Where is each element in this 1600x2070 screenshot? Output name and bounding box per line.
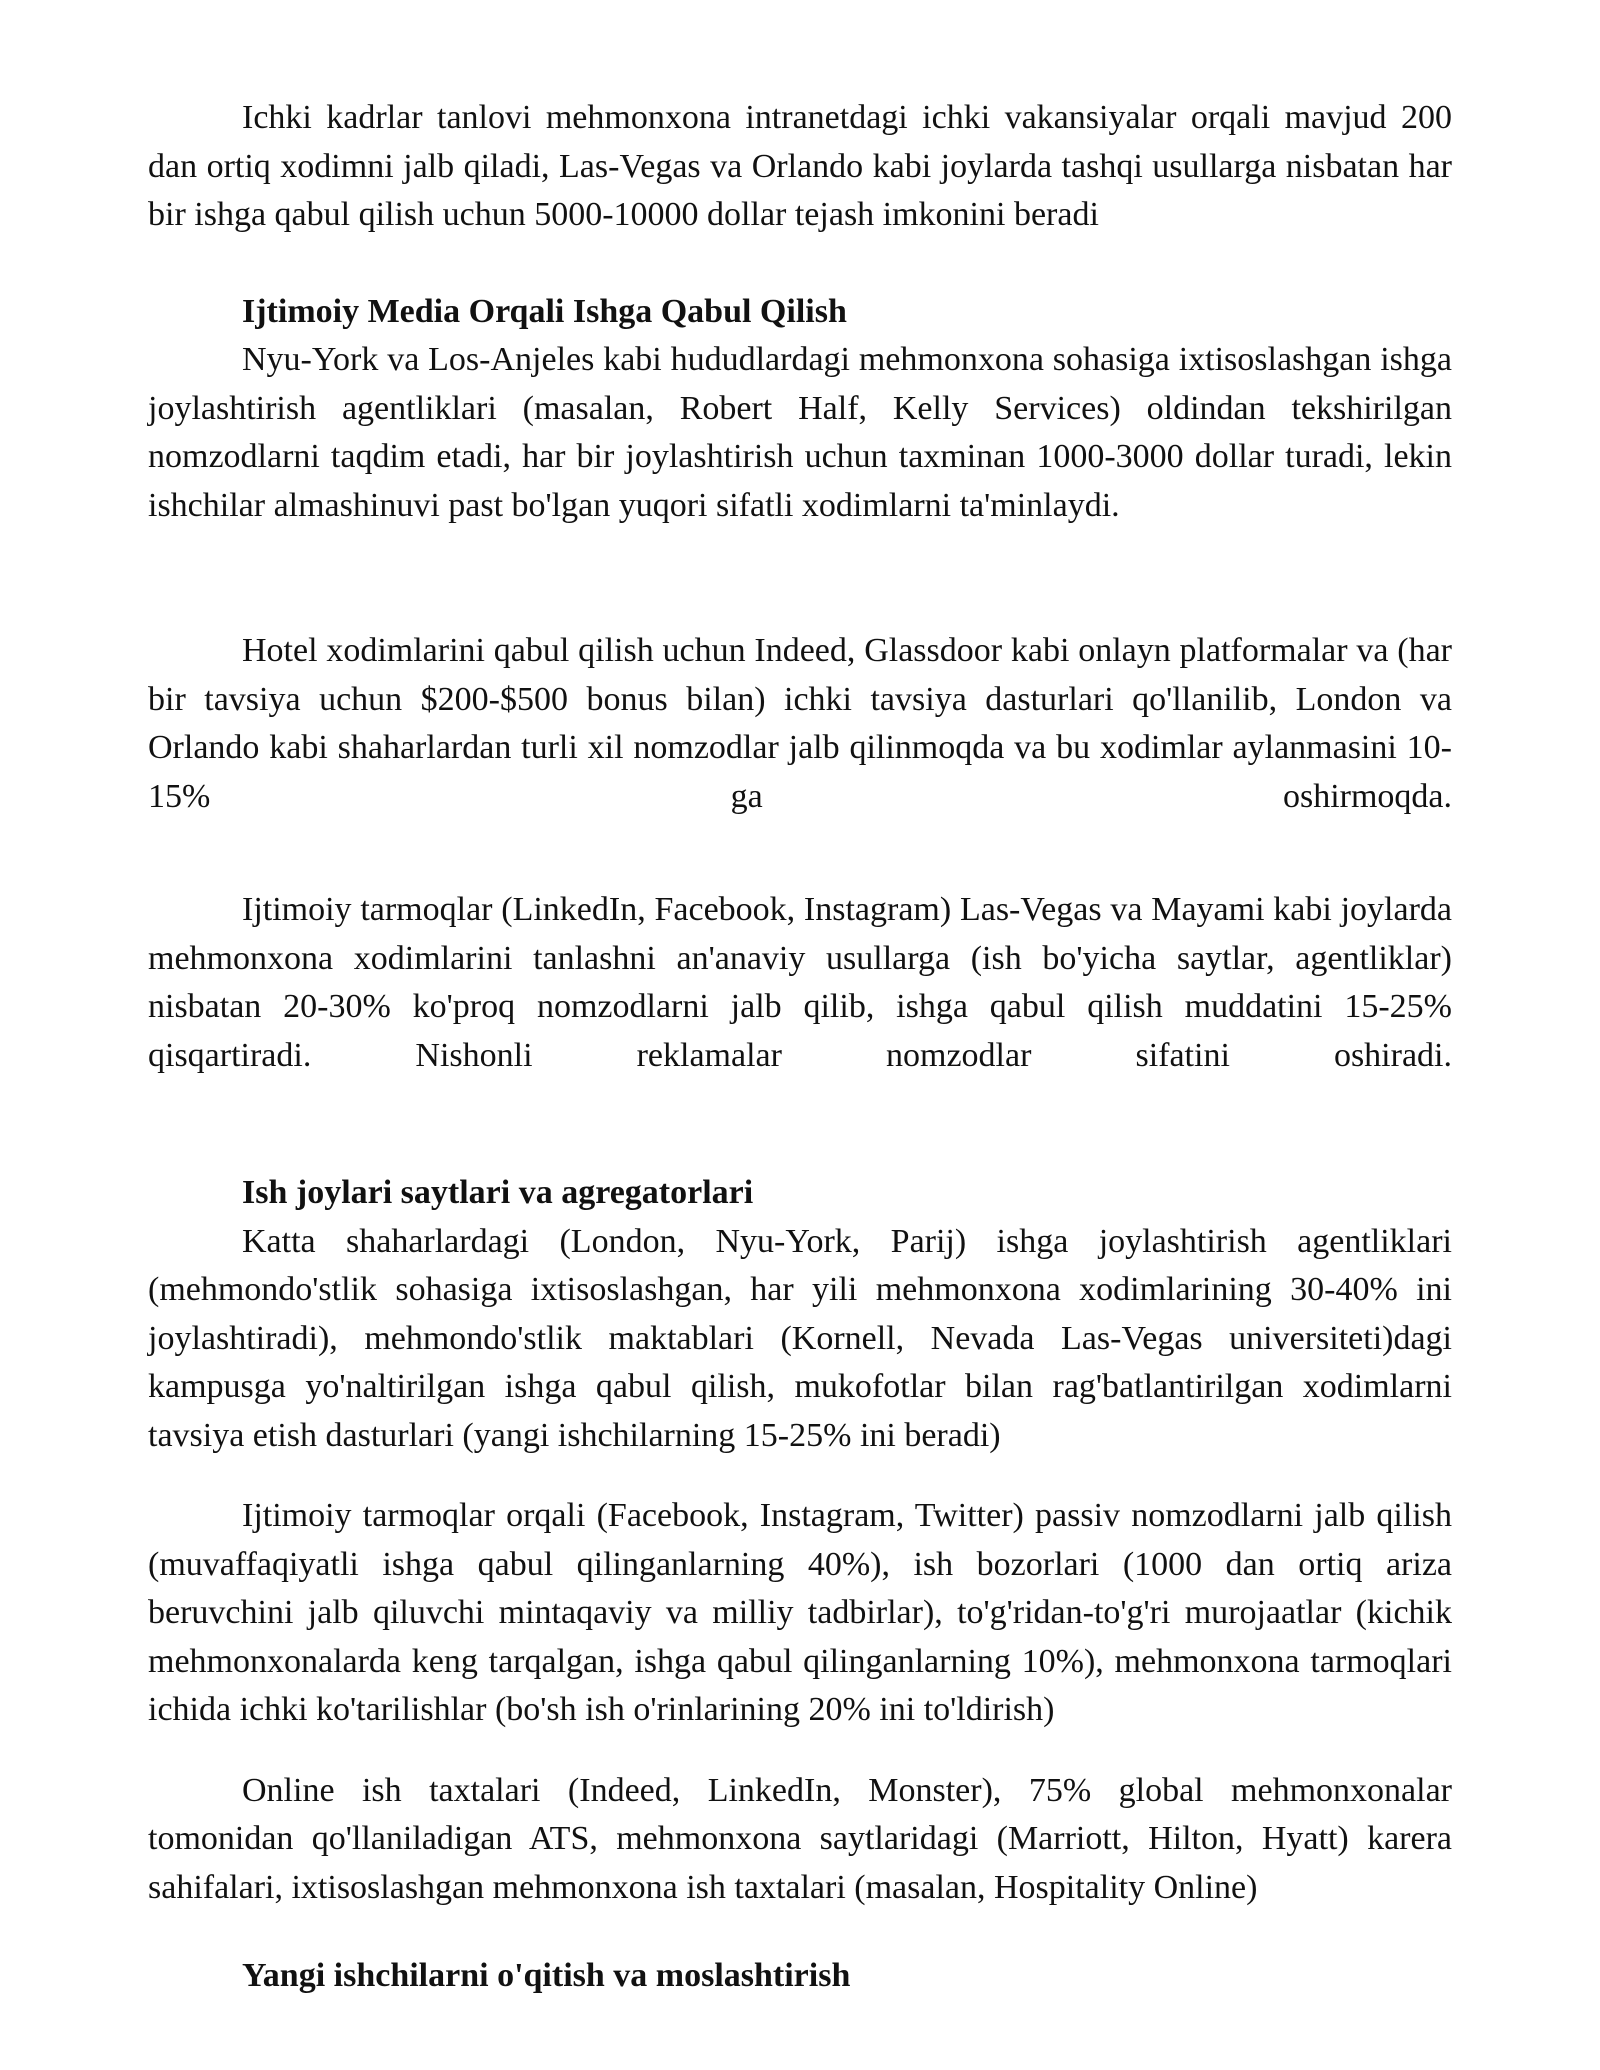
paragraph-recruitment-agencies: Katta shaharlardagi (London, Nyu-York, Parij) ishga joylashtirish agentliklari (mehmondo'stlik sohasiga ixtisoslashgan, har yili mehmonxona xodimlarining 30-40% ini joylashtiradi), mehmondo'stlik maktablari (Kornell, Nevada Las-Vegas universiteti)dagi kampusga yo'naltirilgan ishga qabul qilish, mukofotlar bilan rag'batlantirilgan xodimlarni tavsiya etish dasturlari (yangi ishchilarning 15-25% ini beradi) <box>148 1222 1452 1454</box>
paragraph-staffing-agencies: Nyu-York va Los-Anjeles kabi hududlardagi mehmonxona sohasiga ixtisoslashgan ishga joylashtirish agentliklari (masalan, Robert Half, Kelly Services) oldindan tekshirilgan nomzodlarni taqdim etadi, har bir joylashtirish uchun taxminan 1000-3000 dollar turadi, lekin ishchilar almashinuvi past bo'lgan yuqori sifatli xodimlarni ta'minlaydi. <box>148 341 1452 524</box>
paragraph-online-platforms: Hotel xodimlarini qabul qilish uchun Indeed, Glassdoor kabi onlayn platformalar va (har bir tavsiya uchun $200-$500 bonus bilan) ichki tavsiya dasturlari qo'llanilib, London va Orlando kabi shaharlardan turli xil nomzodlar jalb qilinmoqda va bu xodimlar aylanmasini 10-15% ga oshirmoqda. <box>148 632 1452 815</box>
paragraph-passive-candidates: Ijtimoiy tarmoqlar orqali (Facebook, Instagram, Twitter) passiv nomzodlarni jalb qilish (muvaffaqiyatli ishga qabul qilinganlarning 40%), ish bozorlari (1000 dan ortiq ariza beruvchini jalb qiluvchi mintaqaviy va milliy tadbirlar), to'g'ridan-to'g'ri murojaatlar (kichik mehmonxonalarda keng tarqalgan, ishga qabul qilinganlarning 10%), mehmonxona tarmoqlari ichida ichki ko'tarilishlar (bo'sh ish o'rinlarining 20% ini to'ldirish) <box>148 1497 1452 1728</box>
heading-job-sites-aggregators: Ish joylari saytlari va agregatorlari <box>242 1174 754 1211</box>
heading-training-onboarding: Yangi ishchilarni o'qitish va moslashtirish <box>242 1957 851 1994</box>
paragraph-online-job-boards: Online ish taxtalari (Indeed, LinkedIn, Monster), 75% global mehmonxonalar tomonidan qo'llaniladigan ATS, mehmonxona saytlaridagi (Marriott, Hilton, Hyatt) karera sahifalari, ixtisoslashgan mehmonxona ish taxtalari (masalan, Hospitality Online) <box>148 1771 1452 1906</box>
heading-social-media-recruitment: Ijtimoiy Media Orqali Ishga Qabul Qilish <box>242 292 847 330</box>
document-page <box>148 94 1452 2001</box>
paragraph-internal-recruitment: Ichki kadrlar tanlovi mehmonxona intranetdagi ichki vakansiyalar orqali mavjud 200 dan ortiq xodimni jalb qiladi, Las-Vegas va Orlando kabi joylarda tashqi usullarga nisbatan har bir ishga qabul qilish uchun 5000-10000 dollar tejash imkonini beradi <box>148 99 1452 233</box>
paragraph-social-networks: Ijtimoiy tarmoqlar (LinkedIn, Facebook, Instagram) Las-Vegas va Mayami kabi joylarda mehmonxona xodimlarini tanlashni an'anaviy usullarga (ish bo'yicha saytlar, agentliklar) nisbatan 20-30% ko'proq nomzodlarni jalb qilib, ishga qabul qilish muddatini 15-25% qisqartiradi. Nishonli reklamalar nomzodlar sifatini oshiradi. <box>148 891 1452 1074</box>
